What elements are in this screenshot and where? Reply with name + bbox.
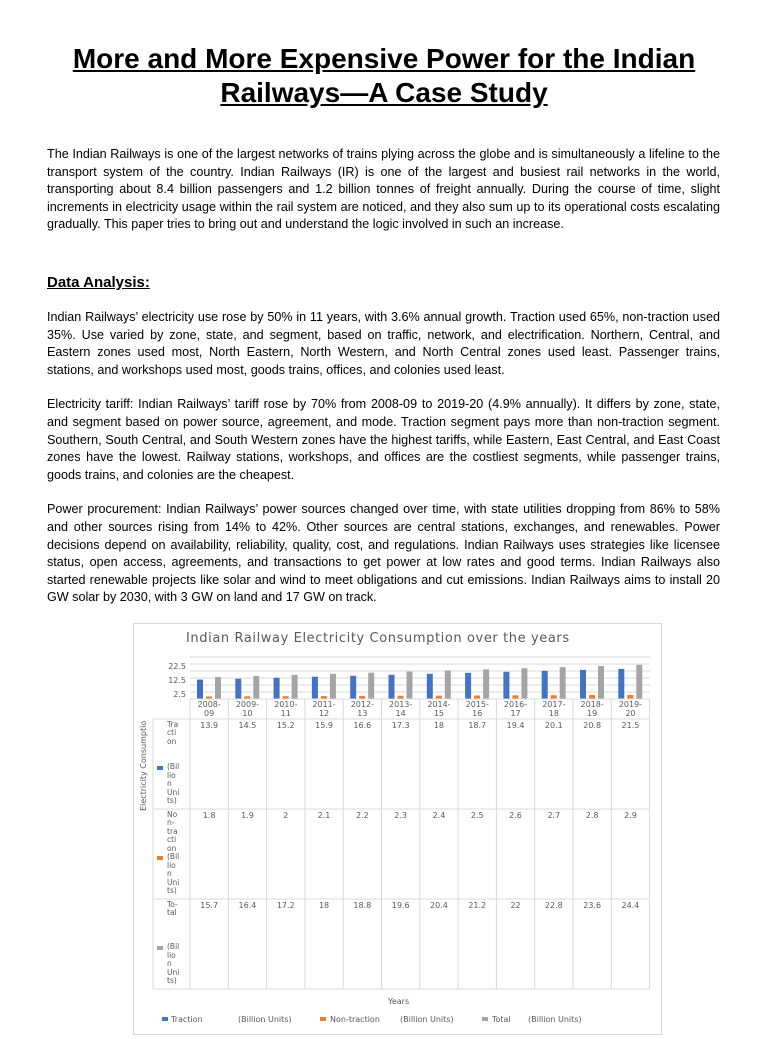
x-tick-label: 2008- <box>197 699 221 709</box>
bar-non-traction <box>474 695 480 699</box>
bar-non-traction <box>512 695 518 699</box>
data-label: 20.8 <box>583 720 602 730</box>
row-swatch <box>157 856 163 860</box>
data-label: 2.7 <box>547 810 561 820</box>
row-swatch <box>157 946 163 950</box>
bar-total <box>368 673 374 699</box>
data-label: 19.4 <box>506 720 525 730</box>
paragraph-tariff: Electricity tariff: Indian Railways’ tariff rose by 70% from 2008-09 to 2019-20 (4.9% annually). It differs by zone, state, and segment based on power source, agreement, and mode. Traction segment pays more than non-traction segment. Southern, South Central, and South Western zones have the highest tariffs, while Eastern, East Central, and East Coast zones have the lowest. Railway stations, workshops, and offices are the costliest segments, while passenger trains, goods trains, and colonies are the cheapest. <box>47 397 720 482</box>
bar-traction <box>350 676 356 699</box>
x-tick-label: 15 <box>433 708 445 718</box>
data-label: 2 <box>283 810 289 820</box>
bar-non-traction <box>627 695 633 699</box>
x-tick-label: 2012- <box>350 699 374 709</box>
x-tick-label: 13 <box>357 708 368 718</box>
data-label: 2.1 <box>317 810 331 820</box>
x-tick-label: 2015- <box>465 699 489 709</box>
legend-traction: Traction <box>171 1014 203 1024</box>
bar-total <box>521 668 527 699</box>
bar-traction <box>235 679 241 699</box>
bar-total <box>445 670 451 699</box>
x-tick-label: 2018- <box>580 699 604 709</box>
x-axis-label: Years <box>388 996 410 1006</box>
x-tick-label: 11 <box>280 708 291 718</box>
legend-nontraction: Non-traction <box>330 1014 380 1024</box>
bar-total <box>407 671 413 698</box>
section-heading: Data Analysis: <box>47 273 150 291</box>
bar-traction <box>542 671 548 699</box>
data-label: 18.7 <box>468 720 487 730</box>
data-label: 24.4 <box>621 900 640 910</box>
data-label: 14.5 <box>238 720 257 730</box>
data-label: 2.4 <box>432 810 446 820</box>
legend-total-units: (Billion Units) <box>528 1014 582 1024</box>
legend-total-swatch <box>482 1017 488 1021</box>
data-label: 16.4 <box>238 900 257 910</box>
bar-total <box>215 677 221 699</box>
bar-non-traction <box>551 695 557 699</box>
bar-traction <box>312 677 318 699</box>
data-label: 17.3 <box>391 720 410 730</box>
x-tick-label: 2016- <box>503 699 528 709</box>
chart-title: Indian Railway Electricity Consumption over the years <box>186 630 570 646</box>
row-swatch <box>157 766 163 770</box>
x-tick-label: 16 <box>472 708 483 718</box>
x-tick-label: 2017- <box>542 699 566 709</box>
data-label: 21.2 <box>468 900 487 910</box>
bar-traction <box>427 674 433 699</box>
data-label: 15.2 <box>276 720 295 730</box>
bar-traction <box>503 672 509 699</box>
data-label: 2.6 <box>509 810 522 820</box>
data-label: 2.9 <box>624 810 637 820</box>
data-label: 19.6 <box>391 900 410 910</box>
bar-total <box>292 675 298 699</box>
bar-traction <box>618 669 624 699</box>
x-tick-label: 2013- <box>389 699 413 709</box>
legend-nontraction-swatch <box>320 1017 326 1021</box>
data-label: 22.8 <box>544 900 563 910</box>
legend-traction-units: (Billion Units) <box>238 1014 292 1024</box>
data-label: 2.8 <box>585 810 599 820</box>
x-tick-label: 2019- <box>618 699 643 709</box>
data-label: 20.1 <box>544 720 563 730</box>
bar-total <box>560 667 566 699</box>
data-label: 20.4 <box>430 900 448 910</box>
data-label: 18.8 <box>353 900 372 910</box>
x-tick-label: 12 <box>318 708 330 718</box>
bar-non-traction <box>589 695 595 699</box>
bar-total <box>330 674 336 699</box>
data-label: 2.2 <box>355 810 369 820</box>
y-tick-label: 2.5 <box>173 690 186 700</box>
paragraph-consumption: Indian Railways’ electricity use rose by 50% in 11 years, with 3.6% annual growth. Traction used 65%, non-traction used 35%. Use varied by zone, state, and segment, based on traffic, network, and electrification. Northern, Central, and Eastern zones used most, North Eastern, North Western, and North Central zones used least. Passenger trains, stations, and workshops used most, goods trains, offices, and colonies used least. <box>47 309 720 377</box>
legend-traction-swatch <box>162 1017 168 1021</box>
bar-total <box>483 669 489 699</box>
bar-total <box>636 665 642 699</box>
bar-non-traction <box>436 696 442 699</box>
x-tick-label: 17 <box>510 708 521 718</box>
data-label: 23.6 <box>583 900 602 910</box>
data-label: 15.9 <box>315 720 333 730</box>
intro-paragraph: The Indian Railways is one of the largest networks of trains plying across the globe and is simultaneously a lifeline to the transport system of the country. Indian Railways (IR) is one of the largest and busiest rail networks in the world, transporting about 8.4 billion passengers and 1.2 billion tonnes of freight annually. During the course of time, slight increments in electricity usage within the rail system are noticed, and they also sum up to its operational costs escalating gradually. This paper tries to bring out and understand the logic involved in such an increase. <box>47 147 720 232</box>
data-label: 17.2 <box>276 900 295 910</box>
data-label: 2.3 <box>394 810 408 820</box>
x-tick-label: 14 <box>395 708 406 718</box>
x-tick-label: 09 <box>204 708 215 718</box>
x-tick-label: 20 <box>625 708 636 718</box>
bar-total <box>598 666 604 699</box>
y-tick-label: 12.5 <box>168 676 186 686</box>
bar-traction <box>465 673 471 699</box>
bar-traction <box>580 670 586 699</box>
data-label: 18 <box>318 900 330 910</box>
data-label: 15.7 <box>200 900 219 910</box>
page-title: More and More Expensive Power for the Indian Railways—A Case Study <box>72 43 696 108</box>
x-tick-label: 19 <box>587 708 598 718</box>
data-label: 16.6 <box>353 720 372 730</box>
data-label: 1.9 <box>241 810 254 820</box>
data-label: 13.9 <box>200 720 219 730</box>
data-label: 18 <box>433 720 445 730</box>
data-label: 21.5 <box>621 720 640 730</box>
row-label-total: To- tal (Bil lio n Uni ts) <box>167 899 180 986</box>
bar-traction <box>197 679 203 698</box>
y-axis-label: Electricity Consumptio <box>139 720 148 811</box>
x-tick-label: 18 <box>548 708 559 718</box>
data-label: 2.5 <box>470 810 484 820</box>
legend-total: Total <box>492 1014 511 1024</box>
bar-traction <box>389 675 395 699</box>
x-tick-label: 2011- <box>312 699 336 709</box>
row-label-traction: Tra cti on (Bil lio n Uni ts) <box>167 719 180 806</box>
x-tick-label: 2010- <box>274 699 298 709</box>
bar-traction <box>274 678 280 699</box>
x-tick-label: 2014- <box>427 699 451 709</box>
legend-nontraction-units: (Billion Units) <box>400 1014 454 1024</box>
x-tick-label: 10 <box>242 708 253 718</box>
chart-svg <box>0 619 768 1039</box>
bar-total <box>253 676 259 699</box>
paragraph-procurement: Power procurement: Indian Railways’ power sources changed over time, with state utilities dropping from 86% to 58% and other sources rising from 14% to 42%. Other sources are central stations, exchanges, and renewables. Power decisions depend on availability, reliability, quality, cost, and regulations. Indian Railways uses strategies like licensee status, open access, agreements, and transactions to get power at low rates and good terms. Indian Railways also started renewable projects like solar and wind to meet obligations and cut emissions. Indian Railways aims to install 20 GW solar by 2030, with 3 GW on land and 17 GW on track. <box>47 502 720 605</box>
row-label-non-traction: No n- tra cti on (Bil lio n Uni ts) <box>167 809 180 896</box>
y-tick-label: 22.5 <box>168 662 186 672</box>
chart <box>0 619 768 1039</box>
x-tick-label: 2009- <box>235 699 260 709</box>
data-label: 1.8 <box>202 810 216 820</box>
data-label: 22 <box>510 900 521 910</box>
